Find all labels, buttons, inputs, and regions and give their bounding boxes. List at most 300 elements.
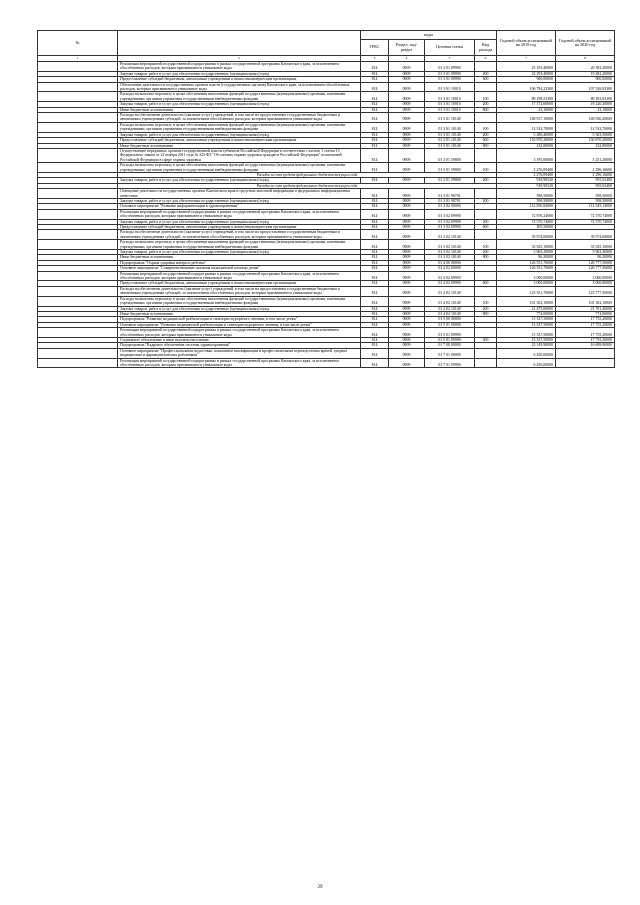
- grbs-cell: 814: [361, 328, 389, 338]
- amount-2019-cell: 23 149,90000: [497, 343, 556, 348]
- name-cell: Иные бюджетные ассигнования: [118, 107, 361, 112]
- grbs-cell: 814: [361, 281, 389, 286]
- grbs-cell: 814: [361, 343, 389, 348]
- section-cell: 0909: [389, 204, 425, 209]
- amount-2019-cell: 900,00000: [497, 77, 556, 82]
- grbs-cell: 814: [361, 348, 389, 358]
- target-cell: 01 4 00 00000: [425, 260, 475, 265]
- amount-2019-cell: 112 850,84000: [497, 204, 556, 209]
- amount-2019-cell: 21 475,60000: [497, 306, 556, 311]
- grbs-cell: 814: [361, 143, 389, 148]
- grbs-cell: 814: [361, 286, 389, 296]
- note-cell: Расходы за счет средств федерального бюджета текущего года: [118, 172, 497, 177]
- table-row: [38, 230, 615, 240]
- amount-2019-cell: 15 337,50000: [497, 337, 556, 342]
- name-cell: Иные бюджетные ассигнования: [118, 143, 361, 148]
- target-cell: 01 4 02 10140: [425, 286, 475, 296]
- expense-type-cell: [475, 328, 497, 338]
- expense-type-cell: [475, 358, 497, 368]
- amount-2020-cell: 598,50000: [556, 198, 615, 203]
- amount-2020-cell: 5 363,50000: [556, 132, 615, 137]
- column-number: 2: [118, 56, 361, 62]
- grbs-cell: 814: [361, 219, 389, 224]
- name-cell: Реализация мероприятий государственной подпрограммы в рамках государственной программы Камчатского края, за исключением обособленных расходов, которым присваиваются уникальные коды: [118, 358, 361, 368]
- section-cell: 0909: [389, 113, 425, 123]
- section-cell: 0909: [389, 77, 425, 82]
- amount-2019-cell: 15 337,50000: [497, 328, 556, 338]
- amount-2020-cell: 21 701,40000: [556, 306, 615, 311]
- amount-2020-cell: 126 777,50000: [556, 260, 615, 265]
- codes-header: коды: [361, 31, 497, 40]
- amount-2019-cell: 15 337,50000: [497, 322, 556, 327]
- num-header: №: [38, 31, 118, 56]
- amount-2020-cell: 19 482,20000: [556, 71, 615, 76]
- section-cell: 0909: [389, 225, 425, 230]
- expense-type-cell: [475, 82, 497, 92]
- target-cell: 01 3 01 10140: [425, 113, 475, 123]
- amount-2019-cell: 168 917,10000: [497, 113, 556, 123]
- column-number: 7: [497, 56, 556, 62]
- amount-2019-cell: 12 533,70000: [497, 122, 556, 132]
- amount-2020-cell: 3 000,00000: [556, 281, 615, 286]
- name-cell: Закупка товаров, работ и услуг для обеспечения государственных (муниципальных) нужд: [118, 219, 361, 224]
- table-row: [38, 62, 615, 72]
- amount-2020-cell: 33 925,10000: [556, 240, 615, 250]
- amount-2019-cell: 17 572,60000: [497, 102, 556, 107]
- amount-2019-cell: 918,90520: [497, 178, 556, 183]
- expense-type-cell: [475, 348, 497, 358]
- grbs-cell: 814: [361, 82, 389, 92]
- amount-2020-cell: 39 974,60000: [556, 230, 615, 240]
- grbs-cell: 814: [361, 122, 389, 132]
- name-cell: Основное мероприятие "Профессиональная подготовка, повышение квалификации и профессиональная переподготовка врачей, средних медицинских и фармацевтических работников": [118, 348, 361, 358]
- name-cell: Осуществление переданных органам государственной власти субъектов Российской Федерации в соответствии с частью 1 статьи 15 Федерального закона от 21 ноября 2011 года № 323-ФЗ "Об основах охраны здоровья граждан в Российской Федерации" полномочий Российской Федерации в сфере охраны здоровья: [118, 148, 361, 162]
- amount-2020-cell: 2 296,16600: [556, 163, 615, 173]
- table-row: [38, 358, 615, 368]
- expense-type-cell: [475, 148, 497, 162]
- amount-2019-cell: 106 794,23300: [497, 82, 556, 92]
- amount-2020-cell: 72 570,74000: [556, 219, 615, 224]
- grbs-cell: 814: [361, 107, 389, 112]
- name-cell: Подпрограмма "Охрана здоровья матери и ребенка": [118, 260, 361, 265]
- section-cell: 0909: [389, 163, 425, 173]
- grbs-cell: 814: [361, 102, 389, 107]
- expense-type-cell: 800: [475, 255, 497, 260]
- row-number-cell: [38, 296, 118, 306]
- grbs-cell: 814: [361, 358, 389, 368]
- amount-2020-cell: [556, 348, 615, 358]
- name-cell: Подпрограмма "Кадровое обеспечение системы здравоохранения": [118, 343, 361, 348]
- amount-2020-cell: [556, 358, 615, 368]
- section-cell: 0909: [389, 271, 425, 281]
- table-row: [38, 286, 615, 296]
- amount-2019-cell: 598,50000: [497, 189, 556, 199]
- section-cell: 0909: [389, 230, 425, 240]
- amount-2020-cell: 2 296,16600: [556, 172, 615, 177]
- grbs-cell: 814: [361, 92, 389, 102]
- section-cell: 0909: [389, 148, 425, 162]
- target-cell: 01 3 01 59800: [425, 163, 475, 173]
- grbs-cell: 814: [361, 132, 389, 137]
- row-number-cell: [38, 189, 118, 199]
- name-cell: Обеспечение деятельности государственных органов власти (государственных органов) Камчатского края, за исключением обособленных расходов, которым присваиваются уникальные коды: [118, 82, 361, 92]
- amount-2019-cell: 305,50000: [497, 225, 556, 230]
- column-number: 4: [389, 56, 425, 62]
- expense-type-cell: 200: [475, 250, 497, 255]
- section-cell: 0909: [389, 122, 425, 132]
- grbs-cell: 814: [361, 138, 389, 143]
- name-cell: Иные бюджетные ассигнования: [118, 311, 361, 316]
- expense-type-cell: 600: [475, 225, 497, 230]
- target-cell: 01 4 02 10140: [425, 306, 475, 311]
- amount-2019-cell: 86,20000: [497, 255, 556, 260]
- section-cell: 0909: [389, 296, 425, 306]
- amount-2020-cell: 123 777,50000: [556, 286, 615, 296]
- section-cell: 0909: [389, 209, 425, 219]
- amount-2019-cell: 123 551,70000: [497, 286, 556, 296]
- name-cell: Закупка товаров, работ и услуг для обеспечения государственных (муниципальных) нужд: [118, 250, 361, 255]
- target-cell: 01 3 02 10140: [425, 230, 475, 240]
- amount-2020-cell: 5 963,30000: [556, 250, 615, 255]
- grbs-cell: 814: [361, 198, 389, 203]
- name-cell: Реализация мероприятий государственной подпрограммы в рамках государственной программы Камчатского края, за исключением обособленных расходов, которым присваиваются уникальные коды: [118, 271, 361, 281]
- amount-2019-cell: 2 276,09400: [497, 163, 556, 173]
- grbs-cell: 814: [361, 113, 389, 123]
- grbs-cell: 814: [361, 204, 389, 209]
- amount-2019-cell: 598,50000: [497, 198, 556, 203]
- target-cell: 01 4 02 10140: [425, 311, 475, 316]
- section-cell: 0909: [389, 219, 425, 224]
- row-number-cell: [38, 92, 118, 102]
- amount-2019-cell: 39 974,60000: [497, 230, 556, 240]
- amount-2019-cell: 33 925,10000: [497, 240, 556, 250]
- section-header: Раздел, под-раздел: [389, 40, 425, 56]
- grbs-cell: 814: [361, 163, 389, 173]
- row-number-cell: [38, 113, 118, 123]
- amount-2020-cell: 598,50000: [556, 189, 615, 199]
- target-cell: 01 3 01 10140: [425, 132, 475, 137]
- section-cell: 0909: [389, 250, 425, 255]
- name-cell: Закупка товаров, работ и услуг для обеспечения государственных (муниципальных) нужд: [118, 102, 361, 107]
- header-row-1: [38, 31, 615, 40]
- name-cell: Расходы на выплаты персоналу в целях обеспечения выполнения функций государственными (муниципальными) органами, казенными учреждениями, органами управления государственными внебюджетными фондами: [118, 122, 361, 132]
- note-cell: Расходы за счет средств федерального бюджета текущего года: [118, 183, 497, 188]
- amount-2020-cell: 17 755,20000: [556, 322, 615, 327]
- section-cell: 0909: [389, 62, 425, 72]
- name-cell: Предоставление субсидий бюджетным, автономным учреждениям и иным некоммерческим организациям: [118, 225, 361, 230]
- amount-2019-cell: 2 276,09400: [497, 172, 556, 177]
- grbs-cell: 814: [361, 317, 389, 322]
- amount-2019-header: Годовой объем ассигнований на 2019 год: [497, 31, 556, 56]
- table-row: [38, 92, 615, 102]
- amount-2020-cell: 126 777,50000: [556, 266, 615, 271]
- table-body: [38, 62, 615, 368]
- target-cell: 01 3 01 59800: [425, 178, 475, 183]
- grbs-cell: 814: [361, 240, 389, 250]
- amount-2020-cell: 169 030,20000: [556, 113, 615, 123]
- amount-2020-cell: 17 755,20000: [556, 337, 615, 342]
- section-cell: 0909: [389, 328, 425, 338]
- grbs-cell: 814: [361, 322, 389, 327]
- section-cell: 0909: [389, 71, 425, 76]
- row-number-cell: [38, 240, 118, 250]
- table-row: [38, 148, 615, 162]
- section-cell: 0909: [389, 311, 425, 316]
- amount-2020-cell: 774,00000: [556, 311, 615, 316]
- amount-2019-cell: 126 551,70000: [497, 266, 556, 271]
- expense-type-cell: [475, 189, 497, 199]
- amount-2020-cell: 955,03400: [556, 178, 615, 183]
- row-number-cell: [38, 82, 118, 92]
- target-cell: 01 3 01 10010: [425, 107, 475, 112]
- amount-2020-cell: 17 755,20000: [556, 317, 615, 322]
- name-cell: Закупка товаров, работ и услуг для обеспечения государственных (муниципальных) нужд: [118, 132, 361, 137]
- amount-2020-cell: 86,20000: [556, 255, 615, 260]
- section-cell: 0909: [389, 343, 425, 348]
- amount-2019-cell: 101 302,10000: [497, 296, 556, 306]
- table-row: [38, 163, 615, 173]
- name-cell: Реализация мероприятий государственной подпрограммы в рамках государственной программы Камчатского края, за исключением обособленных расходов, которым присваиваются уникальные коды: [118, 62, 361, 72]
- row-number-cell: [38, 62, 118, 72]
- grbs-cell: 814: [361, 209, 389, 219]
- expense-type-cell: 600: [475, 77, 497, 82]
- column-number: 8: [556, 56, 615, 62]
- section-cell: 0909: [389, 255, 425, 260]
- amount-2020-cell: 20 382,20000: [556, 62, 615, 72]
- expense-type-cell: 200: [475, 178, 497, 183]
- expense-type-cell: 800: [475, 107, 497, 112]
- table-row: [38, 82, 615, 92]
- grbs-cell: 814: [361, 271, 389, 281]
- section-cell: 0909: [389, 266, 425, 271]
- target-cell: 01 3 01 09990: [425, 77, 475, 82]
- amount-2019-cell: 22 293,40000: [497, 71, 556, 76]
- section-cell: 0909: [389, 132, 425, 137]
- table-row: [38, 296, 615, 306]
- name-cell: Расходы на обеспечение деятельности (оказание услуг) учреждений, в том числе на предоставление государственным бюджетным и автономным учреждениям субсидий, за исключением обособленных расходов, которым присваиваются уникальные коды: [118, 230, 361, 240]
- amount-2019-cell: 232,80000: [497, 143, 556, 148]
- expense-type-cell: [475, 209, 497, 219]
- name-cell: Предоставление субсидий бюджетным, автономным учреждениям и иным некоммерческим организациям: [118, 281, 361, 286]
- row-number-cell: [38, 348, 118, 358]
- amount-2019-cell: 3 000,00000: [497, 281, 556, 286]
- target-cell: 01 3 02 10140: [425, 250, 475, 255]
- amount-2019-cell: 15 337,50000: [497, 317, 556, 322]
- expense-type-cell: 200: [475, 198, 497, 203]
- section-cell: 0909: [389, 198, 425, 203]
- amount-2019-cell: 126 551,70000: [497, 260, 556, 265]
- amount-2019-cell: 6 450,00000: [497, 358, 556, 368]
- expense-type-cell: 600: [475, 138, 497, 143]
- amount-2019-cell: 89 198,53300: [497, 92, 556, 102]
- name-cell: Реализация мероприятий государственной подпрограммы в рамках государственной программы Камчатского края, за исключением обособленных расходов, которым присваиваются уникальные коды: [118, 328, 361, 338]
- grbs-cell: 814: [361, 230, 389, 240]
- section-cell: 0909: [389, 82, 425, 92]
- target-cell: 01 3 01 09990: [425, 62, 475, 72]
- row-number-cell: [38, 271, 118, 281]
- table-row: [38, 271, 615, 281]
- grbs-header: ГРБС: [361, 40, 389, 56]
- expense-type-header: Вид расхода: [475, 40, 497, 56]
- target-cell: 01 4 02 00000: [425, 266, 475, 271]
- column-number: 1: [38, 56, 118, 62]
- section-cell: 0909: [389, 240, 425, 250]
- name-cell: Основное мероприятие "Совершенствование оказания медицинской помощи детям": [118, 266, 361, 271]
- section-cell: 0909: [389, 102, 425, 107]
- grbs-cell: 814: [361, 71, 389, 76]
- target-cell: 01 3 01 98701: [425, 189, 475, 199]
- target-cell: 01 3 02 00000: [425, 204, 475, 209]
- grbs-cell: 814: [361, 189, 389, 199]
- name-cell: Расходы на обеспечение деятельности (оказание услуг) учреждений, в том числе на предоставление государственным бюджетным и автономным учреждениям субсидий, за исключением обособленных расходов, которым присваиваются уникальные коды: [118, 113, 361, 123]
- expense-type-cell: [475, 230, 497, 240]
- row-number-cell: [38, 328, 118, 338]
- column-number: 6: [475, 56, 497, 62]
- expense-type-cell: 100: [475, 296, 497, 306]
- table-row: [38, 113, 615, 123]
- grbs-cell: 814: [361, 225, 389, 230]
- expense-type-cell: 100: [475, 163, 497, 173]
- grbs-cell: 814: [361, 178, 389, 183]
- amount-2020-cell: 101 302,10000: [556, 296, 615, 306]
- amount-2020-cell: 955,03400: [556, 183, 615, 188]
- amount-2020-cell: 12 533,70000: [556, 122, 615, 132]
- table-row: [38, 328, 615, 338]
- row-number-cell: [38, 286, 118, 296]
- row-number-cell: [38, 209, 118, 219]
- section-cell: 0909: [389, 178, 425, 183]
- target-cell: 01 3 01 59800: [425, 148, 475, 162]
- expense-type-cell: 200: [475, 219, 497, 224]
- name-cell: Предоставление субсидий бюджетным, автономным учреждениям и иным некоммерческим организациям: [118, 138, 361, 143]
- expense-type-cell: 800: [475, 143, 497, 148]
- budget-table: [37, 30, 615, 368]
- grbs-cell: 814: [361, 266, 389, 271]
- expense-type-cell: 600: [475, 281, 497, 286]
- amount-2019-cell: 72 876,24000: [497, 209, 556, 219]
- amount-2020-cell: 72 570,74000: [556, 209, 615, 219]
- section-cell: 0909: [389, 306, 425, 311]
- name-cell: Иные бюджетные ассигнования: [118, 255, 361, 260]
- expense-type-cell: [475, 286, 497, 296]
- amount-2019-cell: 23,10000: [497, 107, 556, 112]
- table-row: [38, 209, 615, 219]
- table-row: [38, 240, 615, 250]
- section-cell: 0909: [389, 138, 425, 143]
- target-header: Целевая статья: [425, 40, 475, 56]
- expense-type-cell: 100: [475, 92, 497, 102]
- grbs-cell: 814: [361, 250, 389, 255]
- table-row: [38, 189, 615, 199]
- target-cell: 01 5 01 09990: [425, 337, 475, 342]
- expense-type-cell: 200: [475, 71, 497, 76]
- row-number-cell: [38, 230, 118, 240]
- name-header: [118, 31, 361, 56]
- target-cell: 01 3 02 09990: [425, 209, 475, 219]
- name-cell: Расходы на выплаты персоналу в целях обеспечения выполнения функций государственными (муниципальными) органами, казенными учреждениями, органами управления государственными внебюджетными фондами: [118, 296, 361, 306]
- amount-2020-cell: 18 220,20000: [556, 102, 615, 107]
- target-cell: 01 5 01 09990: [425, 328, 475, 338]
- expense-type-cell: 100: [475, 122, 497, 132]
- amount-2020-cell: 232,80000: [556, 143, 615, 148]
- amount-2019-cell: 150 870,20000: [497, 138, 556, 143]
- expense-type-cell: 800: [475, 311, 497, 316]
- expense-type-cell: 100: [475, 240, 497, 250]
- name-cell: Основное мероприятие "Развитие информатизации в здравоохранении": [118, 204, 361, 209]
- amount-2020-header: Годовой объем ассигнований на 2020 год: [556, 31, 615, 56]
- name-cell: Закупка товаров, работ и услуг для обеспечения государственных (муниципальных) нужд: [118, 198, 361, 203]
- target-cell: 01 3 02 09990: [425, 225, 475, 230]
- amount-2020-cell: 89 283,83300: [556, 92, 615, 102]
- target-cell: 01 3 01 10010: [425, 102, 475, 107]
- amount-2020-cell: 3 000,00000: [556, 271, 615, 281]
- amount-2020-cell: 3 251,20000: [556, 148, 615, 162]
- name-cell: Расходы на выплаты персоналу в целях обеспечения выполнения функций государственными (муниципальными) органами, казенными учреждениями, органами управления государственными внебюджетными фондами: [118, 92, 361, 102]
- amount-2020-cell: 23,10000: [556, 107, 615, 112]
- target-cell: 01 7 01 09990: [425, 358, 475, 368]
- name-cell: Закупка товаров, работ и услуг для обеспечения государственных (муниципальных) нужд: [118, 178, 361, 183]
- name-cell: Расходы на выплаты персоналу в целях обеспечения выполнения функций государственными (муниципальными) органами, казенными учреждениями, органами управления государственными внебюджетными фондами: [118, 163, 361, 173]
- amount-2019-cell: 23 193,40000: [497, 62, 556, 72]
- expense-type-cell: 200: [475, 306, 497, 311]
- amount-2020-cell: 900,00000: [556, 77, 615, 82]
- column-number: 3: [361, 56, 389, 62]
- section-cell: 0909: [389, 260, 425, 265]
- name-cell: Закупка товаров, работ и услуг для обеспечения государственных (муниципальных) нужд: [118, 306, 361, 311]
- expense-type-cell: 200: [475, 102, 497, 107]
- name-cell: Предоставление субсидий бюджетным, автономным учреждениям и иным некоммерческим организациям: [118, 77, 361, 82]
- amount-2020-cell: 17 755,20000: [556, 328, 615, 338]
- target-cell: 01 3 02 09990: [425, 219, 475, 224]
- name-cell: Расходы на обеспечение деятельности (оказание услуг) учреждений, в том числе на предоставление государственным бюджетным и автономным учреждениям субсидий, за исключением обособленных расходов, которым присваиваются уникальные коды: [118, 286, 361, 296]
- grbs-cell: 814: [361, 148, 389, 162]
- section-cell: 0909: [389, 189, 425, 199]
- amount-2019-cell: 5 963,20000: [497, 250, 556, 255]
- name-cell: Основное мероприятие "Развитие медицинской реабилитации и санаторно-курортного лечения, в том числе детям": [118, 322, 361, 327]
- grbs-cell: 814: [361, 337, 389, 342]
- name-cell: Закупка товаров, работ и услуг для обеспечения государственных (муниципальных) нужд: [118, 71, 361, 76]
- name-cell: Освещение деятельности государственных органов Камчатского края и средствах массовой информации и федеральных информационных агентствах: [118, 189, 361, 199]
- expense-type-cell: [475, 62, 497, 72]
- table-row: [38, 122, 615, 132]
- table-row: [38, 348, 615, 358]
- target-cell: 01 7 00 00000: [425, 343, 475, 348]
- section-cell: 0909: [389, 107, 425, 112]
- amount-2019-cell: 918,90520: [497, 183, 556, 188]
- target-cell: 01 3 01 10010: [425, 92, 475, 102]
- expense-type-cell: 200: [475, 132, 497, 137]
- name-cell: Социальное обеспечение и иные выплаты населению: [118, 337, 361, 342]
- grbs-cell: 814: [361, 77, 389, 82]
- column-number: 5: [425, 56, 475, 62]
- name-cell: Реализация мероприятий государственной подпрограммы в рамках государственной программы Камчатского края, за исключением обособленных расходов, которым присваиваются уникальные коды: [118, 209, 361, 219]
- section-cell: 0909: [389, 348, 425, 358]
- amount-2019-cell: 6 450,00000: [497, 348, 556, 358]
- name-cell: Расходы на выплаты персоналу в целях обеспечения выполнения функций государственными (муниципальными) органами, казенными учреждениями, органами управления государственными внебюджетными фондами: [118, 240, 361, 250]
- amount-2020-cell: 112 545,14000: [556, 204, 615, 209]
- row-number-cell: [38, 358, 118, 368]
- target-cell: 01 3 01 09990: [425, 71, 475, 76]
- target-cell: 01 5 01 00000: [425, 322, 475, 327]
- target-cell: 01 3 01 98701: [425, 198, 475, 203]
- section-cell: 0909: [389, 92, 425, 102]
- target-cell: 01 3 01 10010: [425, 82, 475, 92]
- grbs-cell: 814: [361, 296, 389, 306]
- section-cell: 0909: [389, 281, 425, 286]
- row-number-cell: [38, 122, 118, 132]
- section-cell: 0909: [389, 143, 425, 148]
- section-cell: 0909: [389, 322, 425, 327]
